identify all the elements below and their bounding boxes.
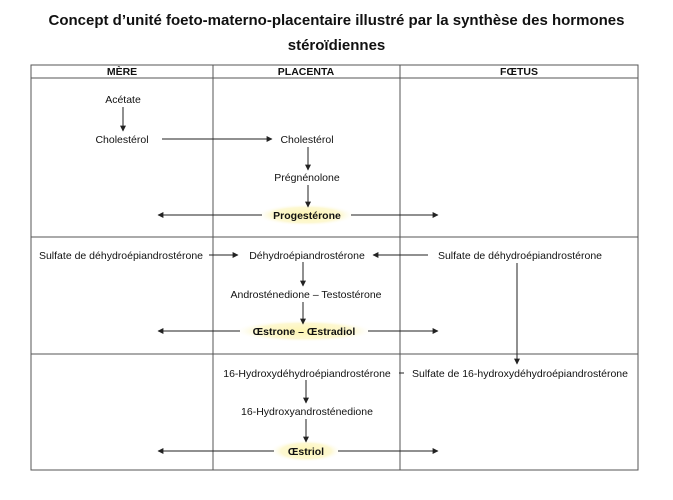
diagram-title-line-1: Concept d’unité foeto-materno-placentaire illustré par la synthèse des hormones (48, 12, 625, 29)
arrows (123, 107, 517, 451)
node-cholesterol-placenta: Cholestérol (280, 134, 334, 146)
node-progesterone: Progestérone (273, 210, 341, 222)
column-header-fetus: FŒTUS (500, 66, 538, 78)
node-sdhea-fetus: Sulfate de déhydroépiandrostérone (437, 250, 603, 262)
node-estriol: Œstriol (287, 446, 325, 458)
diagram-title-line-2: stéroïdiennes (287, 37, 386, 54)
column-header-mother: MÈRE (106, 66, 138, 78)
node-16oh-sdhea-fetus: Sulfate de 16-hydroxydéhydroépiandrostérone (412, 368, 628, 380)
node-acetate: Acétate (105, 94, 141, 106)
node-sdhea-mother: Sulfate de déhydroépiandrostérone (38, 250, 204, 262)
node-pregnenolone: Prégnénolone (274, 172, 340, 184)
column-header-placenta: PLACENTA (277, 66, 335, 78)
node-dhea: Déhydroépiandrostérone (249, 250, 365, 262)
node-androstenedione-testosterone: Androsténedione – Testostérone (230, 289, 382, 301)
node-estrone-estradiol: Œstrone – Œstradiol (252, 326, 356, 338)
node-cholesterol-mother: Cholestérol (95, 134, 149, 146)
node-16oh-androstenedione: 16-Hydroxyandrosténedione (241, 406, 373, 418)
node-16oh-dhea: 16-Hydroxydéhydroépiandrostérone (223, 368, 391, 380)
